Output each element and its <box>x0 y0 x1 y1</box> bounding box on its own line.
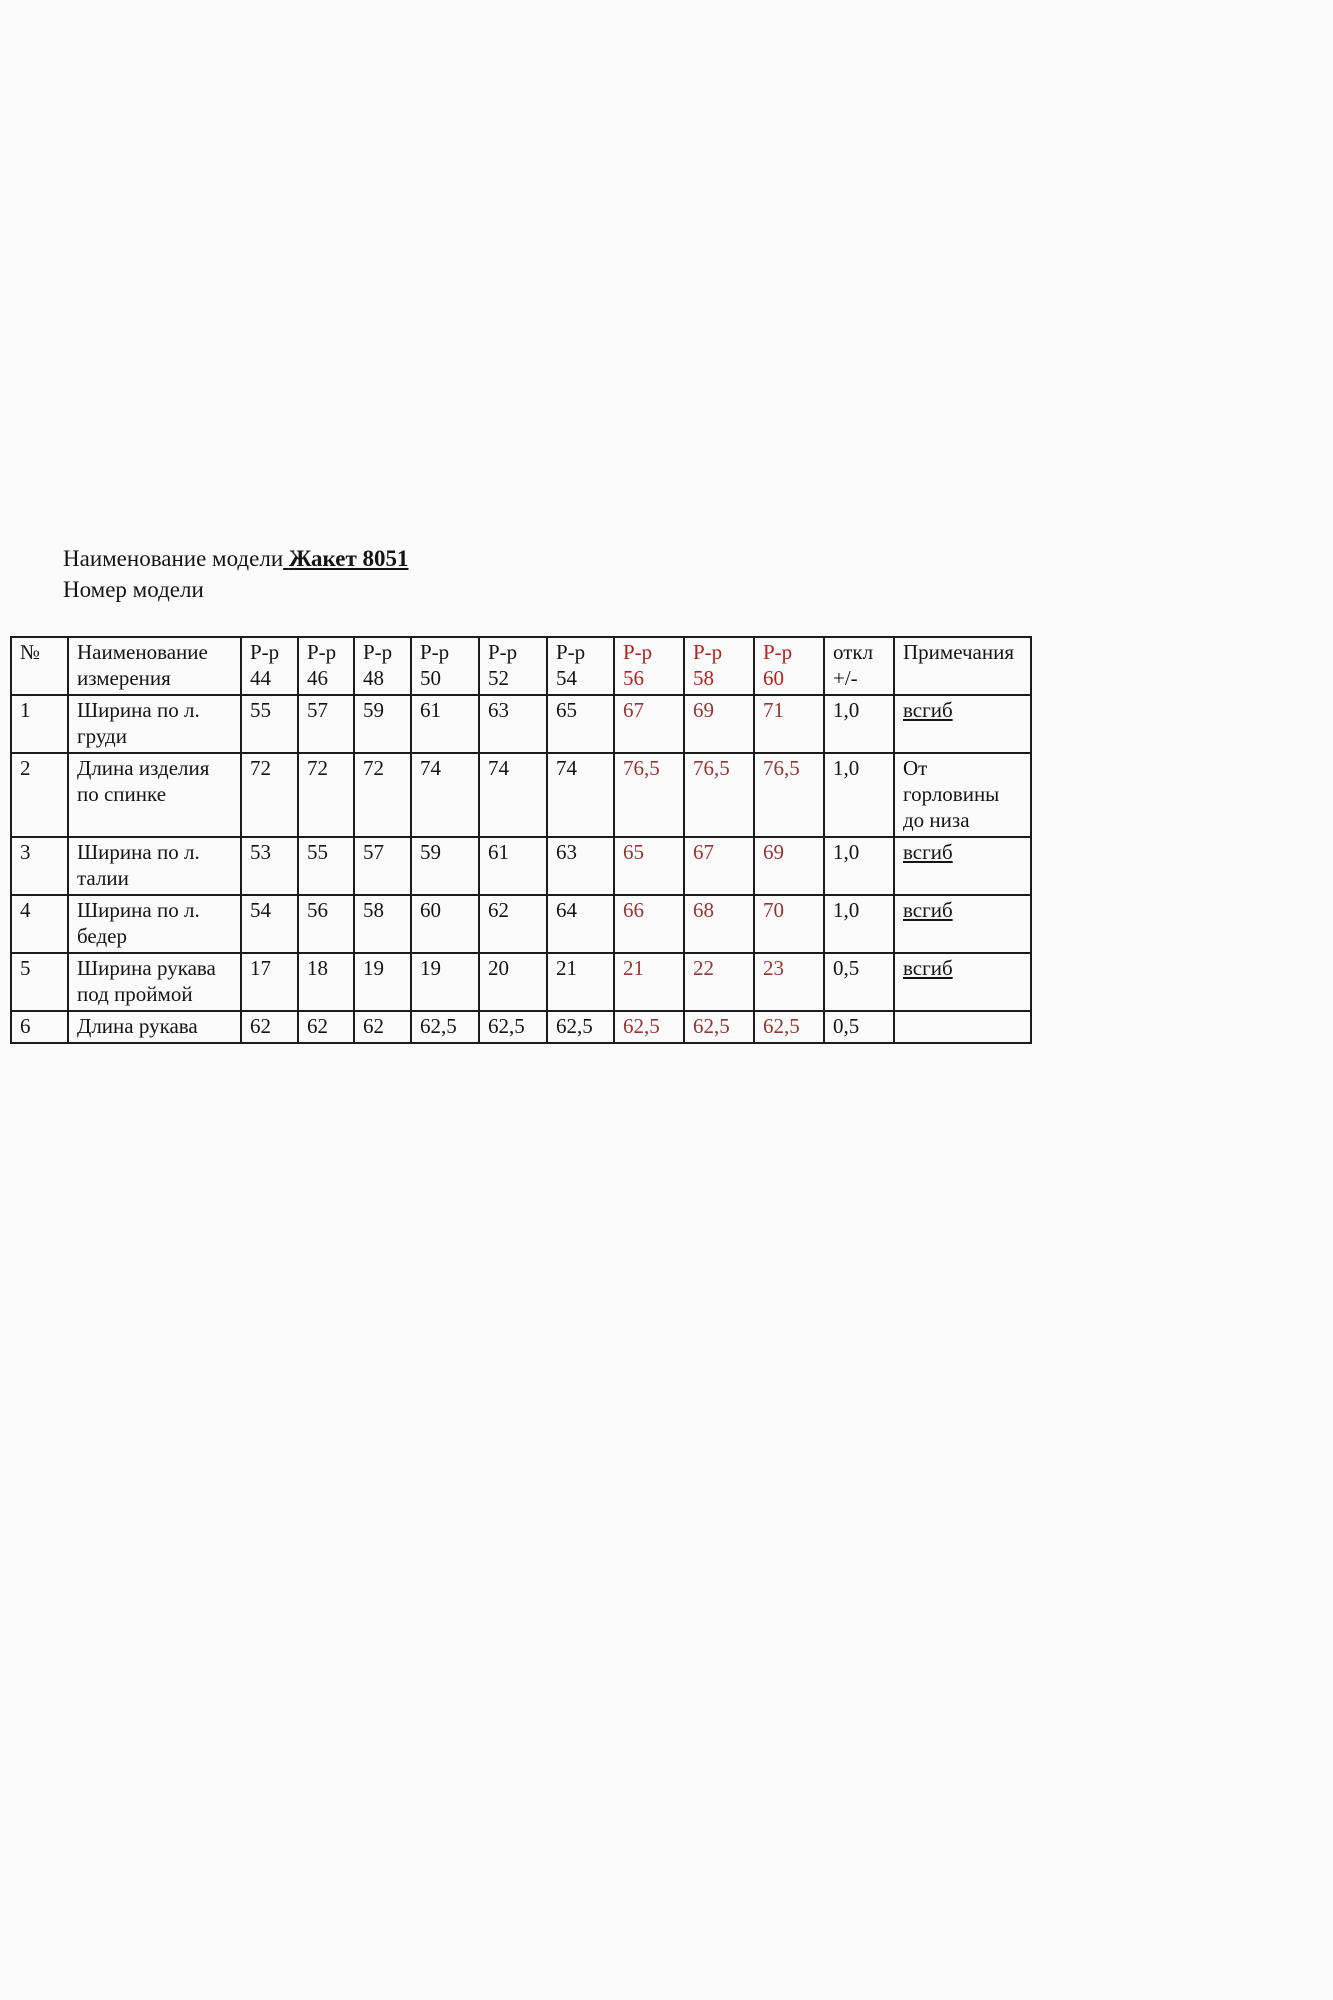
row-number-cell: 4 <box>11 895 68 953</box>
size-value-cell: 74 <box>479 753 547 837</box>
col-header-size-44: Р-р 44 <box>241 637 298 695</box>
col-header-size-54: Р-р 54 <box>547 637 614 695</box>
size-value-cell: 62,5 <box>547 1011 614 1043</box>
size-value-cell: 21 <box>614 953 684 1011</box>
note-cell <box>894 1011 1031 1043</box>
deviation-cell: 1,0 <box>824 753 894 837</box>
col-header-size-52: Р-р 52 <box>479 637 547 695</box>
size-value-cell: 58 <box>354 895 411 953</box>
size-value-cell: 61 <box>479 837 547 895</box>
row-number-cell: 6 <box>11 1011 68 1043</box>
col-header-notes: Примечания <box>894 637 1031 695</box>
size-value-cell: 62 <box>298 1011 354 1043</box>
note-text: всгиб <box>903 956 953 980</box>
size-value-cell: 68 <box>684 895 754 953</box>
size-value-cell: 72 <box>241 753 298 837</box>
size-value-cell: 23 <box>754 953 824 1011</box>
table-row <box>11 953 1031 1011</box>
document-title <box>63 543 1333 574</box>
measurement-name-cell: Ширина рукава под проймой <box>68 953 241 1011</box>
size-value-cell: 18 <box>298 953 354 1011</box>
size-value-cell: 55 <box>298 837 354 895</box>
size-value-cell: 76,5 <box>754 753 824 837</box>
title-prefix: Наименование модели <box>63 546 284 571</box>
measurement-name-cell: Ширина по л. талии <box>68 837 241 895</box>
table-header-row <box>11 637 1031 695</box>
size-value-cell: 53 <box>241 837 298 895</box>
col-header-measurement: Наименование измерения <box>68 637 241 695</box>
deviation-cell: 1,0 <box>824 837 894 895</box>
row-number-cell: 5 <box>11 953 68 1011</box>
size-value-cell: 69 <box>754 837 824 895</box>
note-text: всгиб <box>903 840 953 864</box>
size-value-cell: 67 <box>684 837 754 895</box>
measurement-name-cell: Длина рукава <box>68 1011 241 1043</box>
row-number-cell: 2 <box>11 753 68 837</box>
col-header-size-48: Р-р 48 <box>354 637 411 695</box>
size-value-cell: 69 <box>684 695 754 753</box>
note-cell <box>894 753 1031 837</box>
size-value-cell: 67 <box>614 695 684 753</box>
col-header-size-60: Р-р 60 <box>754 637 824 695</box>
size-chart-table <box>10 636 1032 1044</box>
size-value-cell: 57 <box>298 695 354 753</box>
size-value-cell: 63 <box>479 695 547 753</box>
size-value-cell: 62,5 <box>754 1011 824 1043</box>
table-row <box>11 753 1031 837</box>
col-header-size-46: Р-р 46 <box>298 637 354 695</box>
table-row <box>11 837 1031 895</box>
title-model-name: Жакет 8051 <box>288 546 409 571</box>
size-value-cell: 63 <box>547 837 614 895</box>
note-text: От горловины до низа <box>903 756 1000 832</box>
size-value-cell: 20 <box>479 953 547 1011</box>
table-row <box>11 1011 1031 1043</box>
size-value-cell: 66 <box>614 895 684 953</box>
title-block <box>63 543 1333 605</box>
size-value-cell: 21 <box>547 953 614 1011</box>
note-text: всгиб <box>903 898 953 922</box>
size-value-cell: 62 <box>479 895 547 953</box>
size-value-cell: 59 <box>411 837 479 895</box>
measurement-name-cell: Ширина по л. груди <box>68 695 241 753</box>
size-value-cell: 61 <box>411 695 479 753</box>
col-header-size-58: Р-р 58 <box>684 637 754 695</box>
deviation-cell: 0,5 <box>824 1011 894 1043</box>
col-header-size-50: Р-р 50 <box>411 637 479 695</box>
note-text: всгиб <box>903 698 953 722</box>
note-cell <box>894 695 1031 753</box>
size-value-cell: 62 <box>241 1011 298 1043</box>
size-value-cell: 64 <box>547 895 614 953</box>
size-value-cell: 62,5 <box>411 1011 479 1043</box>
deviation-cell: 1,0 <box>824 695 894 753</box>
note-cell <box>894 953 1031 1011</box>
table-row <box>11 895 1031 953</box>
size-value-cell: 22 <box>684 953 754 1011</box>
size-value-cell: 54 <box>241 895 298 953</box>
size-value-cell: 55 <box>241 695 298 753</box>
size-value-cell: 74 <box>411 753 479 837</box>
size-value-cell: 74 <box>547 753 614 837</box>
note-cell <box>894 837 1031 895</box>
size-value-cell: 17 <box>241 953 298 1011</box>
size-value-cell: 60 <box>411 895 479 953</box>
size-value-cell: 62 <box>354 1011 411 1043</box>
size-value-cell: 19 <box>411 953 479 1011</box>
table-head <box>11 637 1031 695</box>
document-subtitle: Номер модели <box>63 577 204 602</box>
size-value-cell: 72 <box>298 753 354 837</box>
size-value-cell: 71 <box>754 695 824 753</box>
document-content <box>0 543 1333 1044</box>
size-value-cell: 56 <box>298 895 354 953</box>
measurement-name-cell: Длина изделия по спинке <box>68 753 241 837</box>
col-header-deviation: откл +/- <box>824 637 894 695</box>
table-row <box>11 695 1031 753</box>
row-number-cell: 1 <box>11 695 68 753</box>
col-header-size-56: Р-р 56 <box>614 637 684 695</box>
size-value-cell: 76,5 <box>684 753 754 837</box>
row-number-cell: 3 <box>11 837 68 895</box>
size-value-cell: 72 <box>354 753 411 837</box>
size-value-cell: 62,5 <box>614 1011 684 1043</box>
size-value-cell: 70 <box>754 895 824 953</box>
table-body <box>11 695 1031 1043</box>
size-value-cell: 65 <box>614 837 684 895</box>
deviation-cell: 1,0 <box>824 895 894 953</box>
size-value-cell: 59 <box>354 695 411 753</box>
size-value-cell: 62,5 <box>479 1011 547 1043</box>
note-cell <box>894 895 1031 953</box>
measurement-name-cell: Ширина по л. бедер <box>68 895 241 953</box>
size-value-cell: 65 <box>547 695 614 753</box>
deviation-cell: 0,5 <box>824 953 894 1011</box>
size-value-cell: 57 <box>354 837 411 895</box>
size-value-cell: 19 <box>354 953 411 1011</box>
size-value-cell: 76,5 <box>614 753 684 837</box>
col-header-num: № <box>11 637 68 695</box>
size-value-cell: 62,5 <box>684 1011 754 1043</box>
